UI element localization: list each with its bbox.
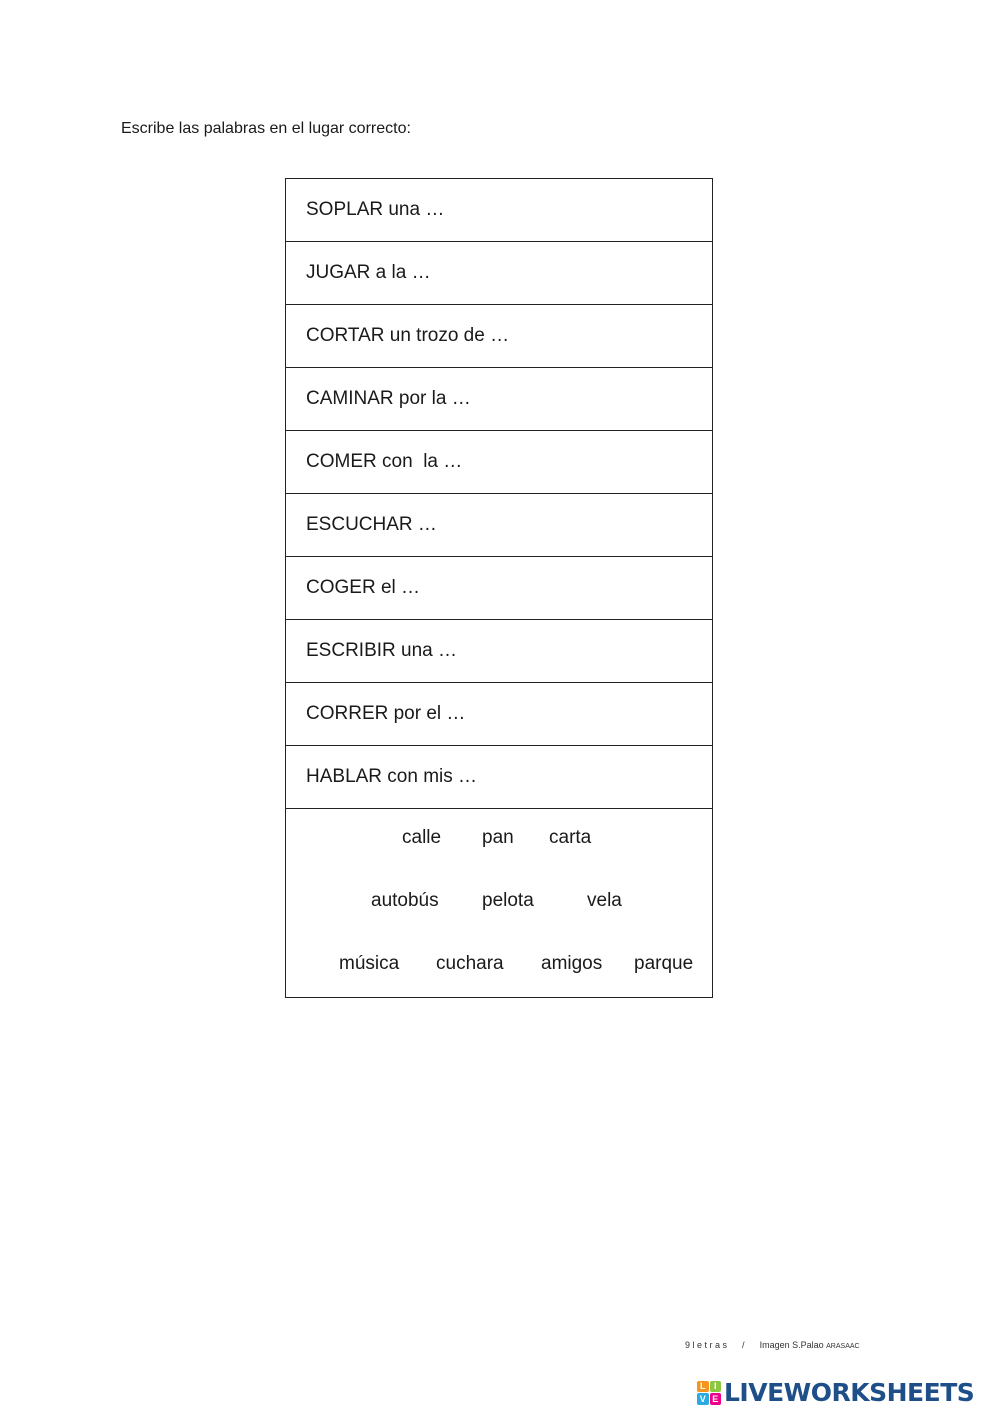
footer-author: 9 l e t r a s bbox=[685, 1340, 728, 1350]
word-amigos[interactable]: amigos bbox=[541, 953, 603, 974]
instruction-text: Escribe las palabras en el lugar correcto: bbox=[121, 120, 411, 137]
word-vela[interactable]: vela bbox=[587, 890, 622, 911]
phrase-row: HABLAR con mis … bbox=[286, 746, 712, 809]
phrase-row: JUGAR a la … bbox=[286, 242, 712, 305]
phrase-row: CORTAR un trozo de … bbox=[286, 305, 712, 368]
logo-letter: I bbox=[710, 1381, 722, 1393]
phrase-row: ESCRIBIR una … bbox=[286, 620, 712, 683]
footer-image-credit: Imagen S.Palao bbox=[759, 1340, 824, 1350]
word-musica[interactable]: música bbox=[339, 953, 400, 974]
logo-letter: V bbox=[697, 1393, 709, 1405]
liveworksheets-logo-icon bbox=[697, 1381, 721, 1405]
word-autobus[interactable]: autobús bbox=[371, 890, 439, 911]
logo-letter: L bbox=[697, 1381, 709, 1393]
word-pan[interactable]: pan bbox=[482, 827, 514, 848]
brand-name: LIVEWORKSHEETS bbox=[724, 1378, 975, 1407]
phrase-row: COMER con la … bbox=[286, 431, 712, 494]
word-calle[interactable]: calle bbox=[402, 827, 442, 848]
liveworksheets-brand[interactable] bbox=[697, 1378, 974, 1407]
phrase-row: COGER el … bbox=[286, 557, 712, 620]
phrase-row: CAMINAR por la … bbox=[286, 368, 712, 431]
footer-separator: / bbox=[742, 1340, 745, 1350]
footer-source: ARASAAC bbox=[826, 1343, 860, 1350]
word-pelota[interactable]: pelota bbox=[482, 890, 534, 911]
phrase-row: SOPLAR una … bbox=[286, 179, 712, 242]
logo-letter: E bbox=[710, 1393, 722, 1405]
exercise-table bbox=[285, 178, 713, 998]
word-parque[interactable]: parque bbox=[634, 953, 694, 974]
word-carta[interactable]: carta bbox=[549, 827, 592, 848]
word-bank bbox=[286, 809, 712, 997]
phrase-row: ESCUCHAR … bbox=[286, 494, 712, 557]
phrase-row: CORRER por el … bbox=[286, 683, 712, 746]
word-cuchara[interactable]: cuchara bbox=[436, 953, 504, 974]
footer-credit bbox=[685, 1340, 860, 1350]
